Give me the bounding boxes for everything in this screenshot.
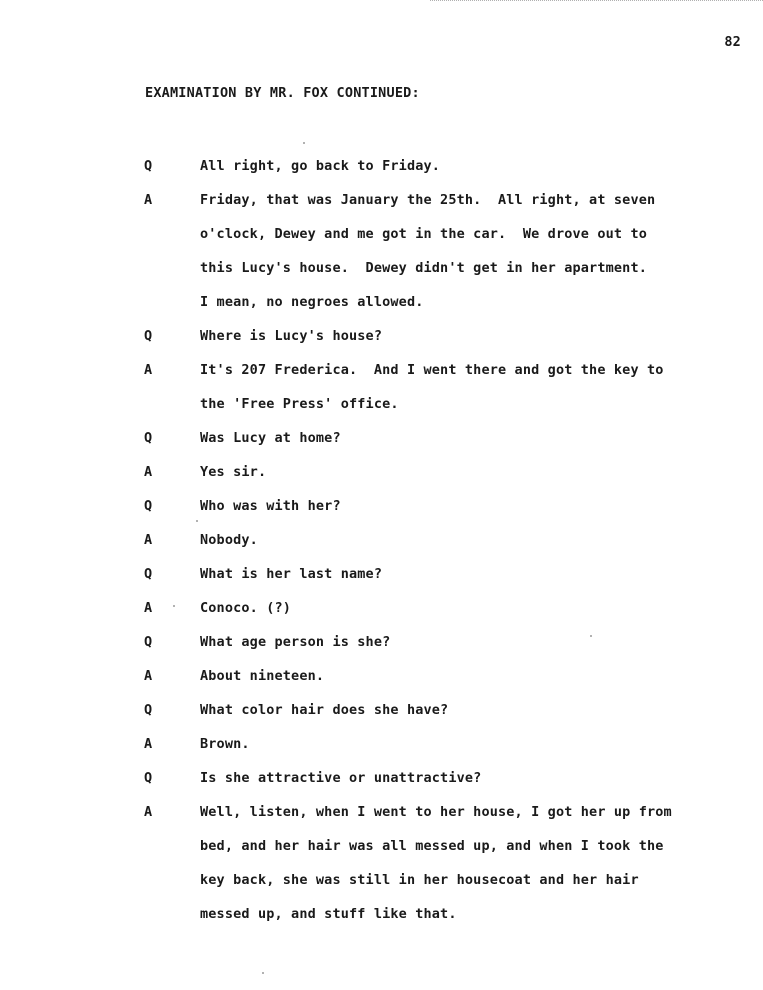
transcript-line: About nineteen. (200, 668, 325, 684)
speaker-label: A (144, 464, 153, 480)
answer-row (0, 353, 763, 421)
speaker-label: A (144, 736, 153, 752)
speaker-label: A (144, 192, 153, 208)
transcript-line: key back, she was still in her housecoat and her hair (200, 872, 639, 888)
speaker-label: A (144, 362, 153, 378)
scan-speck (303, 142, 305, 144)
answer-row (0, 183, 763, 319)
transcript-line: Where is Lucy's house? (200, 328, 383, 344)
top-dotted-rule (430, 0, 763, 1)
transcript-line: bed, and her hair was all messed up, and when I took the (200, 838, 664, 854)
question-row (0, 319, 763, 353)
transcript-line: Yes sir. (200, 464, 267, 480)
transcript-line: the 'Free Press' office. (200, 396, 399, 412)
question-answer-list (0, 149, 763, 931)
speaker-label: A (144, 600, 153, 616)
question-row (0, 625, 763, 659)
transcript-line: o'clock, Dewey and me got in the car. We drove out to (200, 226, 647, 242)
transcript-line: Well, listen, when I went to her house, I got her up from (200, 804, 672, 820)
question-row (0, 693, 763, 727)
transcript-line: Was Lucy at home? (200, 430, 341, 446)
transcript-line: this Lucy's house. Dewey didn't get in her apartment. (200, 260, 647, 276)
question-row (0, 557, 763, 591)
answer-row (0, 727, 763, 761)
speaker-label: Q (144, 498, 153, 514)
speaker-label: Q (144, 158, 153, 174)
speaker-label: Q (144, 770, 153, 786)
transcript-line: Conoco. (?) (200, 600, 292, 616)
section-heading: EXAMINATION BY MR. FOX CONTINUED: (145, 85, 420, 101)
scan-speck (196, 520, 198, 522)
transcript-line: What color hair does she have? (200, 702, 449, 718)
speaker-label: Q (144, 430, 153, 446)
page-number: 82 (724, 34, 741, 50)
speaker-label: A (144, 668, 153, 684)
question-row (0, 149, 763, 183)
transcript-line: What is her last name? (200, 566, 383, 582)
transcript-line: messed up, and stuff like that. (200, 906, 457, 922)
question-row (0, 421, 763, 455)
answer-row (0, 795, 763, 931)
transcript-line: I mean, no negroes allowed. (200, 294, 424, 310)
transcript-line: Friday, that was January the 25th. All right, at seven (200, 192, 656, 208)
answer-row (0, 455, 763, 489)
scan-speck (262, 972, 264, 974)
transcript-line: Who was with her? (200, 498, 341, 514)
transcript-line: What age person is she? (200, 634, 391, 650)
answer-row (0, 523, 763, 557)
transcript-line: Is she attractive or unattractive? (200, 770, 482, 786)
speaker-label: Q (144, 634, 153, 650)
transcript-line: All right, go back to Friday. (200, 158, 441, 174)
speaker-label: Q (144, 328, 153, 344)
speaker-label: Q (144, 566, 153, 582)
transcript-line: Brown. (200, 736, 250, 752)
scan-speck (590, 635, 592, 637)
scan-speck (173, 605, 175, 607)
speaker-label: Q (144, 702, 153, 718)
answer-row (0, 659, 763, 693)
question-row (0, 761, 763, 795)
speaker-label: A (144, 532, 153, 548)
speaker-label: A (144, 804, 153, 820)
question-row (0, 489, 763, 523)
transcript-line: Nobody. (200, 532, 258, 548)
transcript-line: It's 207 Frederica. And I went there and got the key to (200, 362, 664, 378)
answer-row (0, 591, 763, 625)
